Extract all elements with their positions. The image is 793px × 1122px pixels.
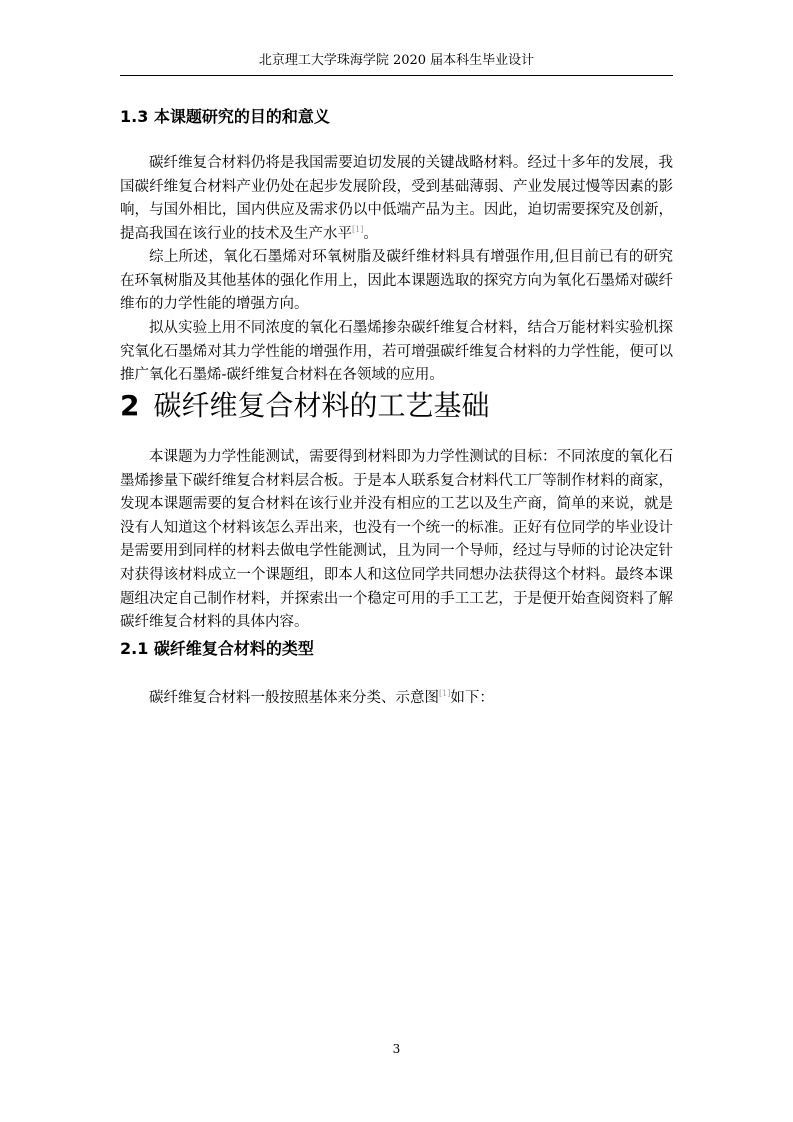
paragraph-text: 碳纤维复合材料一般按照基体来分类、示意图: [149, 690, 439, 706]
citation-ref: [1]: [352, 224, 364, 234]
page-number: 3: [392, 1042, 401, 1056]
paragraph-1-3-summary: 综上所述，氧化石墨烯对环氧树脂及碳纤维材料具有增强作用,但目前已有的研究在环氧树脂及其他基体的强化作用上，因此本课题选取的探究方向为氧化石墨烯对碳纤维布的力学性能的增强方向。: [120, 249, 673, 313]
paragraph-2-1-types: [120, 687, 673, 711]
section-heading-2-1: 2.1 碳纤维复合材料的类型: [120, 639, 314, 658]
running-header: 北京理工大学珠海学院 2020 届本科生毕业设计: [258, 53, 535, 68]
paragraph-text: 碳纤维复合材料仍将是我国需要迫切发展的关键战略材料。经过十多年的发展，我国碳纤维复合材料产业仍处在起步发展阶段，受到基础薄弱、产业发展过慢等因素的影响，与国外相比，国内供应及需求仍以中低端产品为主。因此，迫切需要探究及创新，提高我国在该行业的技术及生产水平: [120, 155, 673, 242]
paragraph-1-3-purpose: [120, 152, 673, 246]
paragraph-2-intro: 本课题为力学性能测试，需要得到材料即为力学性测试的目标：不同浓度的氧化石墨烯掺量下碳纤维复合材料层合板。于是本人联系复合材料代工厂等制作材料的商家，发现本课题需要的复合材料在该行业并没有相应的工艺以及生产商，简单的来说，就是没有人知道这个材料该怎么弄出来，也没有一个统一的标准。正好有位同学的毕业设计是需要用到同样的材料去做电学性能测试，且为同一个导师，经过与导师的讨论决定针对获得该材料成立一个课题组，即本人和这位同学共同想办法获得这个材料。最终本课题组决定自己制作材料，并探索出一个稳定可用的手工工艺，于是便开始查阅资料了解碳纤维复合材料的具体内容。: [120, 449, 673, 631]
paragraph-text: 。: [363, 225, 378, 242]
paragraph-text: 如下：: [450, 690, 494, 706]
header-divider: [120, 75, 673, 76]
chapter-heading-2: [120, 388, 490, 424]
section-heading-1-3: 1.3 本课题研究的目的和意义: [120, 107, 330, 126]
chapter-title: 碳纤维复合材料的工艺基础: [153, 389, 490, 422]
citation-ref: [1]: [439, 689, 451, 698]
chapter-number: 2: [120, 389, 140, 422]
paragraph-1-3-plan: 拟从实验上用不同浓度的氧化石墨烯掺杂碳纤维复合材料，结合万能材料实验机探究氧化石墨烯对其力学性能的增强作用，若可增强碳纤维复合材料的力学性能，便可以推广氧化石墨烯-碳纤维复合材料在各领域的应用。: [120, 320, 673, 384]
